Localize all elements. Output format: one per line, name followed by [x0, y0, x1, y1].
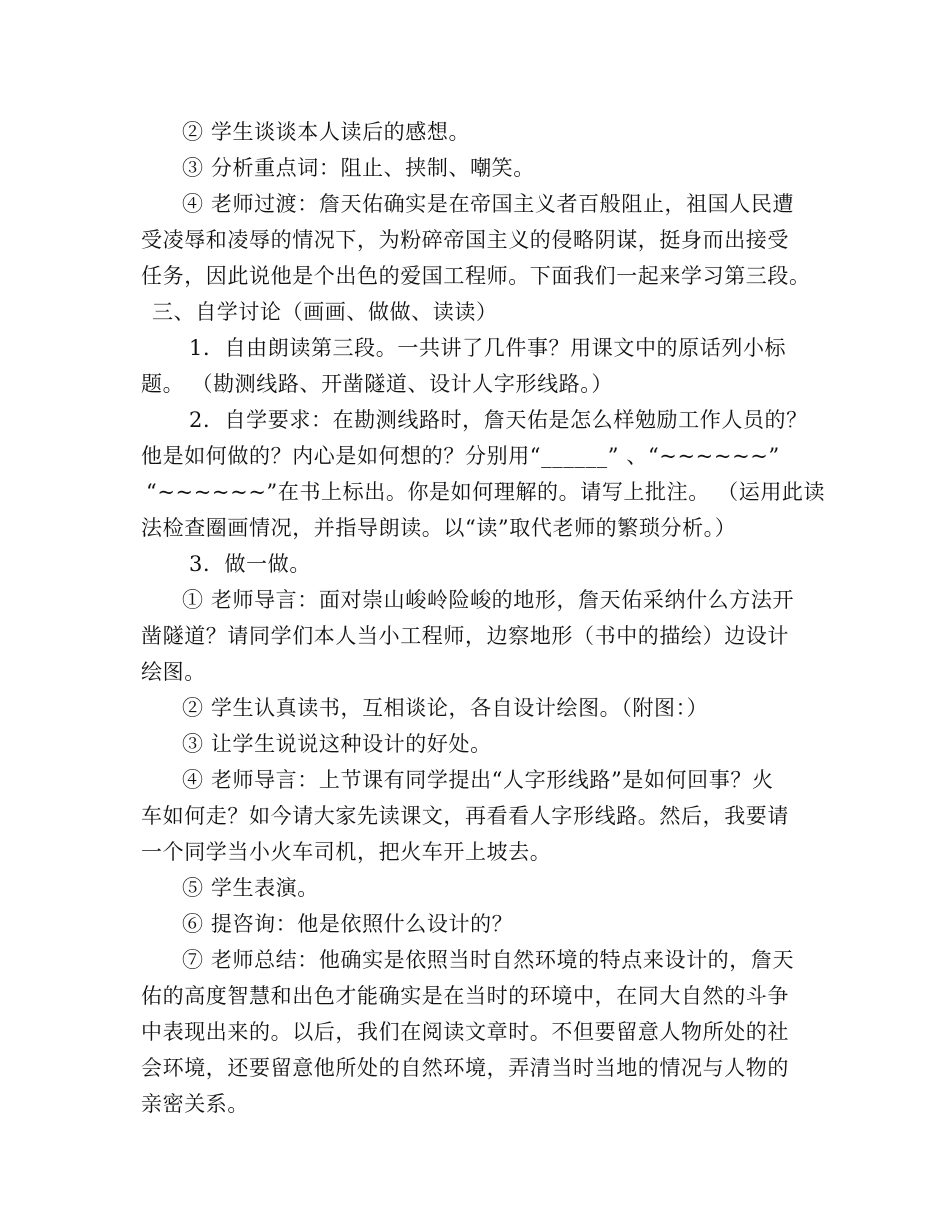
text-line-1: ② 学生谈谈本人读后的感想。	[182, 120, 471, 144]
text-line-26: 中表现出来的。以后，我们在阅读文章时。不但要留意人物所处的社	[141, 1020, 789, 1044]
text-line-23: ⑥ 提咨询：他是依照什么设计的？	[182, 912, 514, 936]
text-line-7: 1．自由朗读第三段。一共讲了几件事？用课文中的原话列小标	[189, 336, 787, 360]
text-line-13: 3．做一做。	[189, 552, 311, 576]
text-line-28: 亲密关系。	[141, 1092, 249, 1116]
text-line-22: ⑤ 学生表演。	[182, 876, 319, 900]
text-line-9: 2．自学要求：在勘测线路时，詹天佑是怎么样勉励工作人员的？	[189, 408, 808, 432]
text-line-4: 受凌辱和凌辱的情况下，为粉碎帝国主义的侵略阴谋，挺身而出接受	[141, 228, 789, 252]
text-line-15: 凿隧道？请同学们本人当小工程师，边察地形（书中的描绘）边设计	[141, 624, 789, 648]
text-line-14: ① 老师导言：面对崇山峻岭险峻的地形，詹天佑采纳什么方法开	[182, 588, 795, 612]
text-line-5: 任务，因此说他是个出色的爱国工程师。下面我们一起来学习第三段。	[141, 264, 811, 288]
text-line-16: 绘图。	[141, 660, 206, 684]
text-line-2: ③ 分析重点词：阻止、挟制、嘲笑。	[182, 156, 535, 180]
text-line-11: “~~~~~~”在书上标出。你是如何理解的。请写上批注。 （运用此读	[146, 480, 826, 504]
text-line-19: ④ 老师导言：上节课有同学提出“人字形线路”是如何回事？火	[182, 768, 774, 792]
text-line-25: 佑的高度智慧和出色才能确实是在当时的环境中，在同大自然的斗争	[141, 984, 789, 1008]
text-line-24: ⑦ 老师总结：他确实是依照当时自然环境的特点来设计的，詹天	[182, 948, 795, 972]
text-line-10: 他是如何做的？内心是如何想的？分别用“______” 、“~~~~~~”	[141, 444, 780, 468]
text-line-20: 车如何走？如今请大家先读课文，再看看人字形线路。然后，我要请	[141, 804, 789, 828]
text-line-3: ④ 老师过渡：詹天佑确实是在帝国主义者百般阻止，祖国人民遭	[182, 192, 795, 216]
text-line-8: 题。 （勘测线路、开凿隧道、设计人字形线路。）	[141, 372, 613, 396]
text-line-18: ③ 让学生说说这种设计的好处。	[182, 732, 492, 756]
section-heading: 三、自学讨论（画画、做做、读读）	[152, 300, 498, 324]
text-line-17: ② 学生认真读书，互相谈论，各自设计绘图。（附图：）	[182, 696, 709, 720]
text-line-27: 会环境，还要留意他所处的自然环境，弄清当时当地的情况与人物的	[141, 1056, 789, 1080]
text-line-21: 一个同学当小火车司机，把火车开上坡去。	[141, 840, 552, 864]
text-line-12: 法检查圈画情况，并指导朗读。以“读”取代老师的繁琐分析。）	[141, 516, 737, 540]
